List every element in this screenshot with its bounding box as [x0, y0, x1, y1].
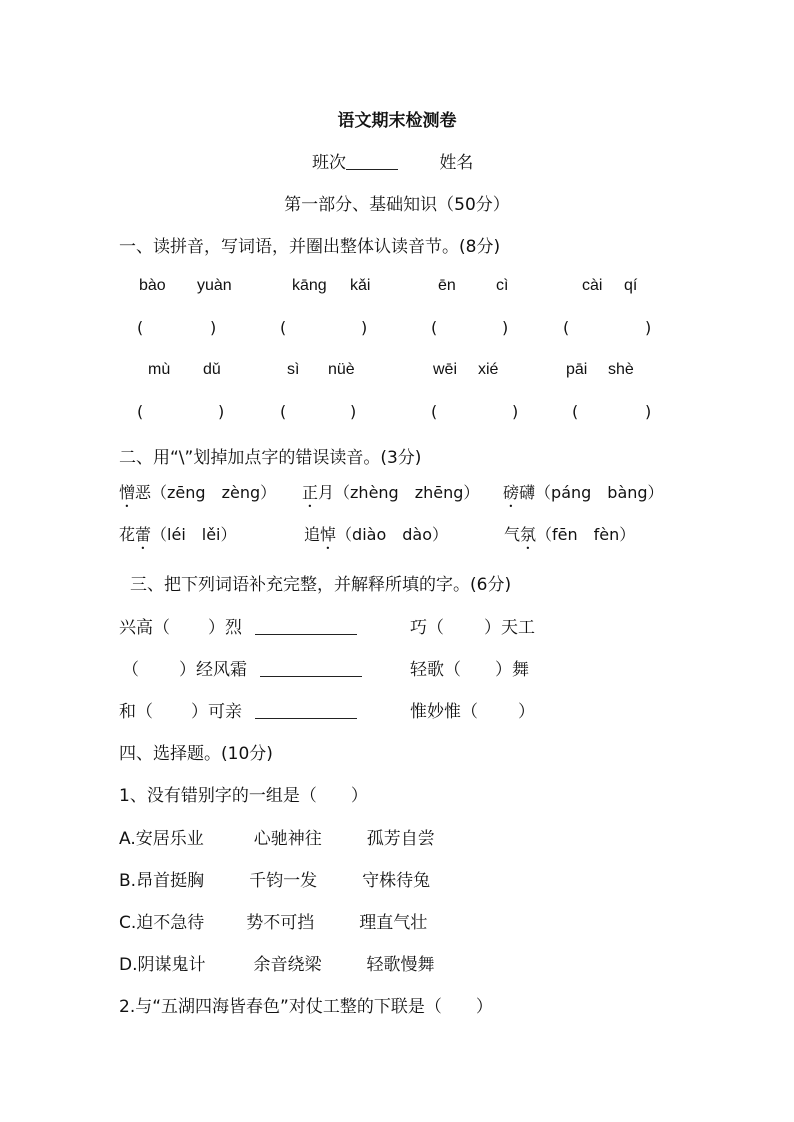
question-stem: 1、没有错别字的一组是（ ）: [119, 786, 368, 806]
choice-option[interactable]: [119, 824, 435, 849]
option-word: 阴谋鬼计: [137, 955, 206, 975]
answer-paren-close: ): [361, 318, 368, 337]
option-label: B.: [119, 871, 137, 891]
dotted-char: 悼: [320, 525, 337, 544]
answer-paren-close: ): [502, 318, 509, 337]
reading-options[interactable]: （zhèng zhēng）: [334, 483, 480, 502]
answer-paren-close: ): [210, 318, 217, 337]
idiom-item: [119, 613, 357, 638]
option-word: 孤芳自尝: [366, 829, 435, 849]
option-word: 轻歌慢舞: [366, 955, 435, 975]
pinyin: wēi: [433, 361, 458, 378]
idiom-item: [410, 697, 535, 722]
class-label: 班次: [312, 153, 346, 173]
dotted-char: 憎: [119, 483, 136, 502]
option-label: C.: [119, 913, 137, 933]
reading-options[interactable]: （fēn fèn）: [536, 525, 636, 544]
reading-options[interactable]: （léi lěi）: [151, 525, 237, 544]
pinyin: kāng: [292, 277, 327, 294]
class-blank[interactable]: [346, 153, 398, 170]
option-word: 千钧一发: [249, 871, 318, 891]
word-pre: 花: [119, 525, 136, 544]
answer-paren-open: (: [280, 318, 287, 337]
word-pre: 追: [304, 525, 321, 544]
explanation-line[interactable]: [255, 702, 357, 719]
pinyin: xié: [478, 361, 499, 378]
idiom-part-b: ）可亲: [191, 702, 242, 722]
pronunciation-item: [302, 480, 479, 511]
idiom-item: [410, 655, 529, 680]
pinyin: nüè: [328, 361, 355, 378]
option-word: 势不可挡: [246, 913, 315, 933]
idiom-part-b: ）烈: [208, 618, 242, 638]
option-word: 余音绕梁: [253, 955, 322, 975]
pronunciation-item: [304, 522, 448, 553]
idiom-part-b: ）经风霜: [179, 660, 247, 680]
dotted-char: 氛: [520, 525, 537, 544]
student-info: [312, 148, 473, 173]
answer-paren-close: ): [512, 402, 519, 421]
idiom-item: [119, 697, 357, 722]
idiom-part-a: 惟妙惟（: [410, 702, 478, 722]
answer-paren-open: (: [563, 318, 570, 337]
pinyin: mù: [148, 361, 171, 378]
pinyin: dǔ: [203, 361, 221, 378]
answer-paren-close: ): [645, 318, 652, 337]
word-post: 月: [318, 483, 335, 502]
option-label: A.: [119, 829, 136, 849]
dotted-char: 蕾: [135, 525, 152, 544]
explanation-line[interactable]: [260, 660, 362, 677]
word-post: 恶: [135, 483, 152, 502]
answer-paren-open: (: [572, 402, 579, 421]
idiom-part-a: 巧（: [410, 618, 444, 638]
explanation-line[interactable]: [255, 618, 357, 635]
name-label: 姓名: [439, 153, 474, 173]
q4-heading: 四、选择题。(10分): [119, 744, 273, 764]
question-stem: 2.与“五湖四海皆春色”对仗工整的下联是（ ）: [119, 997, 493, 1017]
answer-paren-close: ): [350, 402, 357, 421]
pinyin: pāi: [566, 361, 588, 378]
pronunciation-item: [119, 480, 276, 511]
dotted-char: 正: [302, 483, 319, 502]
pinyin: cài: [582, 277, 603, 294]
idiom-part-a: 轻歌（: [410, 660, 461, 680]
option-word: 昂首挺胸: [136, 871, 205, 891]
pinyin: sì: [287, 361, 300, 378]
choice-option[interactable]: [119, 950, 435, 975]
pinyin: bào: [139, 277, 166, 294]
pronunciation-item: [504, 522, 635, 553]
answer-paren-close: ): [218, 402, 225, 421]
answer-paren-open: (: [137, 402, 144, 421]
idiom-part-a: （: [122, 660, 139, 680]
pinyin: cì: [496, 277, 509, 294]
reading-options[interactable]: （diào dào）: [336, 525, 448, 544]
word-pre: 气: [504, 525, 521, 544]
idiom-part-b: ）: [518, 702, 535, 722]
answer-paren-open: (: [137, 318, 144, 337]
part-heading: 第一部分、基础知识（50分）: [284, 195, 510, 215]
answer-paren-open: (: [280, 402, 287, 421]
pinyin: yuàn: [197, 277, 232, 294]
word-post: 礴: [519, 483, 536, 502]
answer-paren-open: (: [431, 318, 438, 337]
option-word: 心驰神往: [253, 829, 322, 849]
pinyin: ēn: [438, 277, 456, 294]
exam-title: 语文期末检测卷: [337, 111, 457, 131]
q3-heading: 三、把下列词语补充完整，并解释所填的字。(6分): [130, 575, 512, 595]
option-word: 迫不急待: [136, 913, 205, 933]
choice-option[interactable]: [119, 866, 430, 891]
idiom-part-b: ）舞: [495, 660, 529, 680]
option-word: 理直气壮: [359, 913, 428, 933]
idiom-part-a: 和（: [119, 702, 153, 722]
answer-paren-open: (: [431, 402, 438, 421]
dotted-char: 磅: [503, 483, 520, 502]
pinyin: qí: [624, 277, 638, 294]
idiom-item: [122, 655, 362, 680]
idiom-part-b: ）天工: [484, 618, 535, 638]
pinyin: kǎi: [350, 277, 371, 294]
q2-heading: 二、用“\”划掉加点字的错误读音。(3分): [119, 448, 422, 468]
idiom-item: [410, 613, 535, 638]
option-label: D.: [119, 955, 138, 975]
pinyin: shè: [608, 361, 634, 378]
reading-options[interactable]: （zēng zèng）: [151, 483, 277, 502]
choice-option[interactable]: [119, 908, 427, 933]
idiom-part-a: 兴高（: [119, 618, 170, 638]
option-word: 守株待兔: [362, 871, 431, 891]
answer-paren-close: ): [645, 402, 652, 421]
option-word: 安居乐业: [135, 829, 204, 849]
q1-heading: 一、读拼音，写词语，并圈出整体认读音节。(8分): [119, 237, 501, 257]
pronunciation-item: [503, 480, 664, 511]
reading-options[interactable]: （páng bàng）: [535, 483, 664, 502]
pronunciation-item: [119, 522, 237, 553]
